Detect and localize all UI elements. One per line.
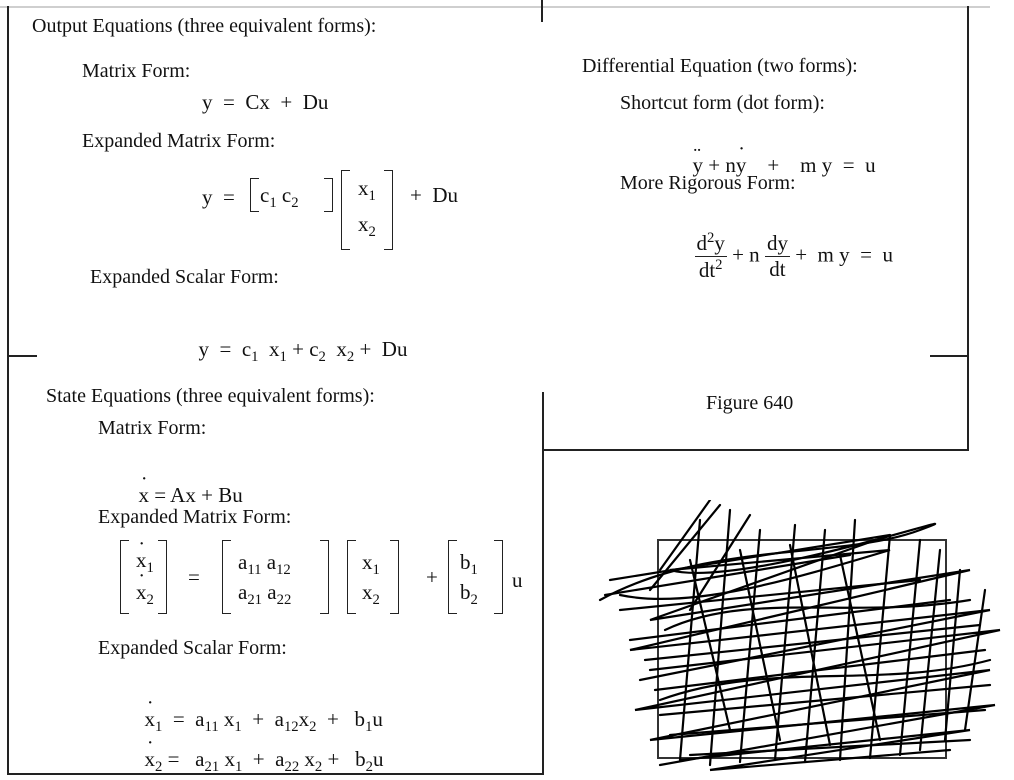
output-heading: Output Equations (three equivalent forms): <box>32 15 377 37</box>
x2dot-entry: ˙ $x_2$ <box>136 580 154 609</box>
output-matrix-form-label: Matrix Form: <box>82 60 191 82</box>
b-vector-bracket-right <box>494 540 503 614</box>
c-row-bracket-left <box>250 178 259 212</box>
x-col-bracket-right <box>384 170 393 250</box>
top-border <box>0 6 990 8</box>
output-plus-du: + Du <box>410 183 459 207</box>
a-matrix-bracket-left <box>222 540 231 614</box>
diff-rigorous-equation: $\frac{d^2y}{dt^2}$ + n $\frac{dy}{dt}$ + m y = u <box>696 230 893 282</box>
x-vector-bracket-right <box>390 540 399 614</box>
xdot-bracket-right <box>158 540 167 614</box>
output-scalar-equation: $y = c_1$ $x_1 + c_2$ $x_2 + Du$ <box>198 337 408 366</box>
c-row-vector: $c_1$ $c_2$ <box>260 183 299 212</box>
output-expanded-scalar-label: Expanded Scalar Form: <box>90 266 279 288</box>
a-row1: $a_{11}$ $a_{12}$ <box>238 550 291 579</box>
diff-shortcut-label: Shortcut form (dot form): <box>620 92 825 114</box>
state-matrix-form-label: Matrix Form: <box>98 417 207 439</box>
diff-rigorous-label: More Rigorous Form: <box>620 172 796 194</box>
state-heading: State Equations (three equivalent forms): <box>46 385 375 407</box>
x1dot-entry: ˙ $x_1$ <box>136 548 154 577</box>
x-col-bracket-left <box>341 170 350 250</box>
x1-state-entry: $x_1$ <box>362 550 380 579</box>
output-expanded-matrix-label: Expanded Matrix Form: <box>82 130 276 152</box>
state-expanded-scalar-label: Expanded Scalar Form: <box>98 637 287 659</box>
figure-caption: Figure 640 <box>706 392 794 414</box>
equals-sign: = <box>188 565 200 589</box>
mid-divider-left <box>7 355 37 357</box>
output-matrix-equation: y = Cx + Du <box>202 90 329 114</box>
x2-entry: $x_2$ <box>358 212 376 241</box>
x-vector-bracket-left <box>347 540 356 614</box>
left-border-top <box>7 6 9 356</box>
b1-entry: $b_1$ <box>460 550 478 579</box>
a-row2: $a_{21}$ $a_{22}$ <box>238 580 292 609</box>
scribble-crossed-out-area <box>590 500 1010 775</box>
mid-divider-right <box>930 355 968 357</box>
c-row-bracket-right <box>324 178 333 212</box>
a-matrix-bracket-right <box>320 540 329 614</box>
output-y-equals: y = <box>202 185 235 209</box>
diff-shortcut-equation: ¨ y + n˙ y + m y = u <box>682 128 876 178</box>
state-matrix-equation: ˙ x = Ax + Bu <box>128 458 243 508</box>
center-tick <box>541 0 543 22</box>
b2-entry: $b_2$ <box>460 580 478 609</box>
xdot-bracket-left <box>120 540 129 614</box>
c1-label: c <box>260 183 270 207</box>
diff-heading: Differential Equation (two forms): <box>582 55 858 77</box>
c2-label: c <box>281 183 292 207</box>
u-input: u <box>512 568 523 592</box>
state-expanded-matrix-label: Expanded Matrix Form: <box>98 506 292 528</box>
x2-state-entry: $x_2$ <box>362 580 380 609</box>
state-scalar-eq1: ˙ $x_1 = a_{11}$ $x_1 + a_{12}x_2 + b_1u$ <box>134 682 383 736</box>
right-border <box>967 6 969 451</box>
left-border-bottom <box>7 355 9 775</box>
plus-sign: + <box>426 565 438 589</box>
figure-bottom-border <box>542 449 969 451</box>
x1-entry: $x_1$ <box>358 176 376 205</box>
state-scalar-eq2: ˙ $x_2 = a_{21}$ $x_1 + a_{22}$ $x_2 + b_2u$ <box>134 722 383 776</box>
b-vector-bracket-left <box>448 540 457 614</box>
